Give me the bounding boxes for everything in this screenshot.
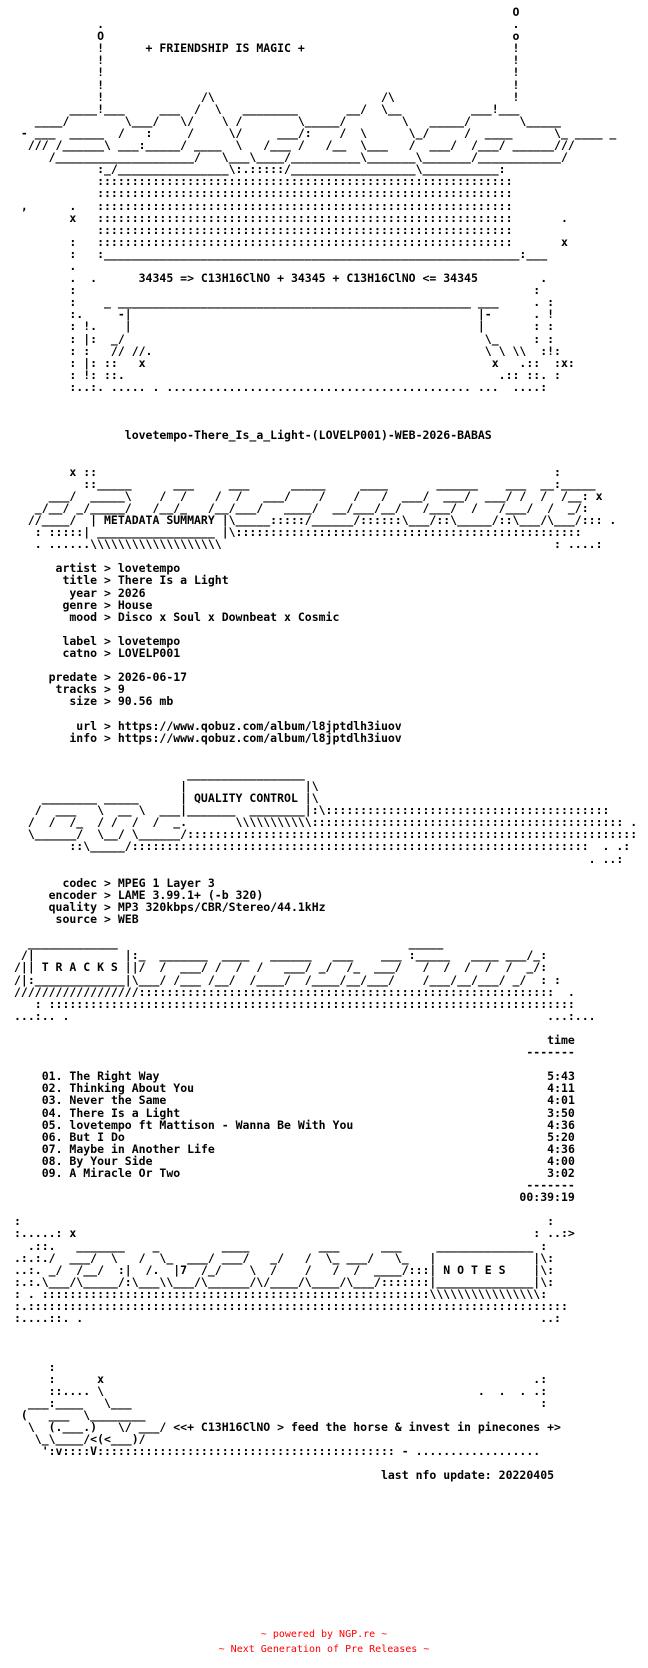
track-time: 4:01 <box>547 1093 575 1108</box>
track-row: 05. lovetempo ft Mattison - Wanna Be With You 4:36 <box>41 1117 575 1132</box>
track-list <box>14 1069 575 1180</box>
tracks-time-header: time ------- <box>526 1032 575 1060</box>
track-title: A Miracle Or Two <box>69 1166 181 1180</box>
track-number: 07 <box>41 1141 56 1156</box>
track-number: 05 <box>41 1117 56 1132</box>
track-time: 4:00 <box>547 1153 575 1168</box>
track-row: 08. By Your Side 4:00 <box>41 1153 575 1168</box>
track-time: 3:50 <box>547 1105 575 1120</box>
quality-control-fields: codec > MPEG 1 Layer 3 encoder > LAME 3.99.1+ (-b 320) quality > MP3 320kbps/CBR/Stereo/44.1kHz source > WEB <box>48 875 326 927</box>
track-row: 02. Thinking About You 4:11 <box>41 1081 575 1096</box>
tagline-text: ~ Next Generation of Pre Releases ~ <box>218 1644 430 1655</box>
track-title: But I Do <box>69 1129 125 1144</box>
track-time: 4:36 <box>547 1117 575 1132</box>
track-number: 02 <box>41 1081 56 1096</box>
release-name: lovetempo-There_Is_a_Light-(LOVELP001)-WEB-2026-BABAS <box>124 428 492 443</box>
track-title: Never the Same <box>69 1093 167 1108</box>
last-nfo-update: last nfo update: 20220405 <box>14 1468 555 1483</box>
footer-ascii-art: : : x .: ::.... \ . . . .: ___:____ \___ : ( ___ \________ \ (.___.) \/ ___/ <<+ C13H16ClNO > feed the horse & invest in pinecones +> \_\____/<(<___)/ ':v::::V::::::::::::::::::::::::::::::::::::::::::: - .................. <box>20 1359 561 1459</box>
track-row: 06. But I Do 5:20 <box>41 1129 575 1144</box>
header-ascii-art: O . . O o ! + FRIENDSHIP IS MAGIC + ! ! ! ! ! ! ! ! /\ /\ ! ____!___ ___ / \ ________ __/ \__ ___!___ ____/ \___/ \/ \ / \_____/ \ _____/ \_____ - ___ _____ / : / \/ ___/: / \ \_/ / ____ \_ ____ _ /// /______\ ___:_____/ ____ \ /___ / /__ \___ / ___/ /___/ ______/// /____________________/ \___\____/__________\_______\_______/____________/ :_/________________\:.:::::/__________________\___________: :::::::::::::::::::::::::::::::::::::::::::::::::::::::::::: :::::::::::::::::::::::::::::::::::::::::::::::::::::::::::: , . :::::::::::::::::::::::::::::::::::::::::::::::::::::::::::: x :::::::::::::::::::::::::::::::::::::::::::::::::::::::::::: . :::::::::::::::::::::::::::::::::::::::::::::::::::::::::::: : :::::::::::::::::::::::::::::::::::::::::::::::::::::::::::: x : :____________________________________________________________:___ . . . 34345 => C13H16ClNO + 34345 + C13H16ClNO <= 34345 . : : : _ ___________________________________________________ ___ . : :. -| |- . ! : !. | | : : : |: _/ \_ : : : : // //. \ \ \\ :!: : |: :: x x .:: :x: : !: ::. .:: ::. : :..:. ..... . ............................................ ... ....: <box>20 5 617 394</box>
track-title: The Right Way <box>69 1069 160 1084</box>
track-number: 06 <box>41 1129 56 1144</box>
track-row: 09. A Miracle Or Two 3:02 <box>41 1166 575 1180</box>
track-title: By Your Side <box>69 1153 153 1168</box>
tracks-total-time: 00:39:19 <box>519 1190 575 1205</box>
track-number: 03 <box>41 1093 56 1108</box>
track-row: 03. Never the Same 4:01 <box>41 1093 575 1108</box>
track-time: 5:43 <box>547 1069 575 1084</box>
track-time: 4:36 <box>547 1141 575 1156</box>
track-number: 08 <box>41 1153 56 1168</box>
notes-banner: : : :.....: x : ..:> .::. _______ _ ____ ___ ___ ______________ : .:.:./ ___/ \ / \_ ___/ ___/ _/ / \_ ___/ \_ | |\: ..:. _/ /__/ :| /. |7 /_/ \ / / / / ____/:::| N O T E S |\: :.:.\___/\_____/:\___\\___/\______/\/____/\____/\___/:::::::|______________|\: : . ::::::::::::::::::::::::::::::::::::::::::::::::::::::::\\\\\\\\\\\\\\\\: :.:::::::::::::::::::::::::::::::::::::::::::::::::::::::::::::::::::::::::::::: :....::. . ..: <box>14 1214 575 1326</box>
tracks-total-rule: ------- <box>14 1178 575 1193</box>
track-title: Thinking About You <box>69 1081 195 1096</box>
track-row: 07. Maybe in Another Life 4:36 <box>41 1141 575 1156</box>
track-number: 04 <box>41 1105 56 1120</box>
track-title: There Is a Light <box>69 1105 181 1120</box>
track-number: 09 <box>41 1166 56 1180</box>
track-title: Maybe in Another Life <box>69 1141 215 1156</box>
tracks-banner: _____________ _____ /| |:_ _______ ____ ______ ___ ___ :_____ ____ ___/_: /|| T R A C K S ||/ / ___/ / / / ___/ _/ /_ ___/ / / / / / _/: /|:_____________|\___/ /___ /__/ /____/ /____/__/___/ /___/__/___/ _/ : : //////////////////:::::::::::::::::::::::::::::::::::::::::::::::::::::::::::: . : :::::::::::::::::::::::::::::::::::::::::::::::::::::::::::::::::::::::::::: ...:.. . ...:... <box>14 936 596 1023</box>
track-time: 4:11 <box>547 1081 575 1096</box>
nfo-document <box>14 6 637 1481</box>
quality-control-banner: _________________ | |\ ________ _____ | QUALITY CONTROL |\ / ___ \ __ \ ___|_______ ________|:\::::::::::::::::::::::::::::::::::::::::: / / /_ / / / / _. \\\\\\\\\\\::::::::::::::::::::::::::::::::::::::::::::: . \______/ \__/ \______/::::::::::::::::::::::::::::::::::::::::::::::::::::::::::::::::: ::\_____/:::::::::::::::::::::::::::::::::::::::::::::::::::::::::::::::::: . .: . ..: <box>27 766 638 866</box>
metadata-summary-banner: x :: : ::_____ ___ ___ _____ ____ ______ ___ __:_____ ___/ _____\ / / / / ___/ / / / ___/ ___/ ___/ / / /__: x _/__/ _/_____/ /__/_ /__/___/ ____/ __/___/__/ /___/ / /___/ / _/: //____/ | METADATA SUMMARY |\_____:::::/______/::::::\___/::\_____/::\___/\___/::: . : :::::| _________________ |\:::::::::::::::::::::::::::::::::::::::::::::::::: . ......\\\\\\\\\\\\\\\\\\\ : ....: <box>27 464 617 552</box>
track-row: 01. The Right Way 5:43 <box>41 1069 575 1084</box>
powered-by-text: ~ powered by NGP.re ~ <box>260 1629 388 1640</box>
track-number: 01 <box>41 1069 56 1084</box>
metadata-fields: artist > lovetempo title > There Is a Light year > 2026 genre > House mood > Disco x Soul x Downbeat x Cosmic label > lovetempo catno > LOVELP001 predate > 2026-06-17 tracks > 9 size > 90.56 mb url > https://www.qobuz.com/album/l8jptdlh3iuov info > https://www.qobuz.com/album/l8jptdlh3iuov <box>48 561 402 745</box>
track-time: 3:02 <box>547 1166 575 1180</box>
track-title: lovetempo ft Mattison - Wanna Be With You <box>69 1117 354 1132</box>
track-time: 5:20 <box>547 1129 575 1144</box>
track-row: 04. There Is a Light 3:50 <box>41 1105 575 1120</box>
